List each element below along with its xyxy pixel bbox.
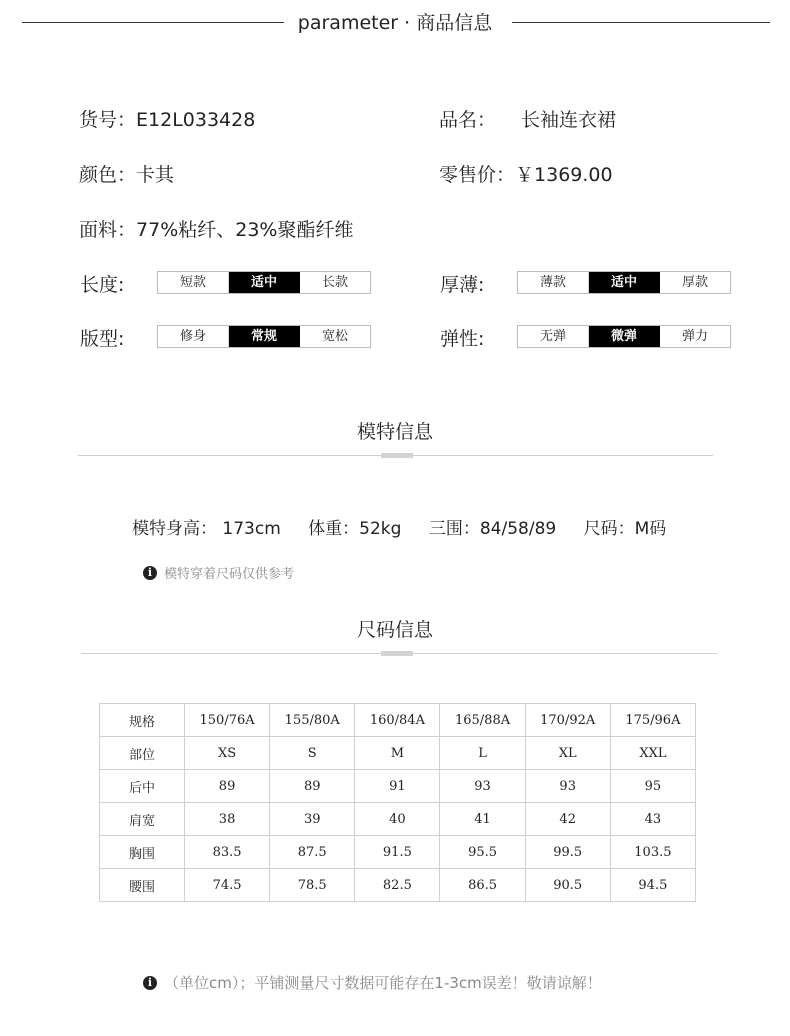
size-section-title: 尺码信息 [356, 619, 433, 641]
table-cell: 43 [610, 803, 695, 836]
sku-value: E12L033428 [136, 109, 256, 131]
elasticity-option: 微弹 [589, 326, 660, 347]
table-row [100, 803, 696, 836]
model-size: 尺码：M码 [583, 519, 667, 539]
model-note-text: 模特穿着尺码仅供参考 [164, 567, 295, 582]
fabric-label: 面料： [79, 219, 137, 241]
price-field [439, 160, 613, 187]
fabric-field [79, 215, 353, 242]
table-cell: 90.5 [525, 869, 610, 902]
length-option: 适中 [229, 272, 300, 293]
name-field [439, 105, 616, 132]
table-cell: 95 [610, 770, 695, 803]
thickness-label: 厚薄: [440, 274, 485, 296]
thickness-selector [517, 271, 731, 294]
table-cell: 83.5 [185, 836, 270, 869]
table-cell: 89 [270, 770, 355, 803]
table-cell: 99.5 [525, 836, 610, 869]
table-cell: 39 [270, 803, 355, 836]
table-cell: 91.5 [355, 836, 440, 869]
fit-label: 版型: [80, 328, 125, 350]
elasticity-option: 无弹 [518, 326, 589, 347]
table-cell: 95.5 [440, 836, 525, 869]
size-table [99, 703, 696, 902]
price-label: 零售价： [439, 164, 516, 186]
table-cell: L [440, 737, 525, 770]
table-cell: 93 [440, 770, 525, 803]
model-weight: 体重：52kg [308, 519, 402, 539]
name-value: 长袖连衣裙 [521, 109, 617, 131]
table-row [100, 737, 696, 770]
model-section-title: 模特信息 [356, 421, 433, 443]
table-cell: 165/88A [440, 704, 525, 737]
fit-option: 常规 [229, 326, 300, 347]
table-cell: 40 [355, 803, 440, 836]
table-row-header: 胸围 [100, 836, 185, 869]
length-option: 长款 [321, 275, 348, 290]
table-cell: 175/96A [610, 704, 695, 737]
thickness-option: 薄款 [518, 272, 589, 293]
elasticity-option: 弹力 [681, 329, 708, 344]
table-cell: 91 [355, 770, 440, 803]
table-row [100, 869, 696, 902]
table-cell: 87.5 [270, 836, 355, 869]
header-rule-right [512, 22, 770, 23]
size-section-bar [381, 651, 413, 656]
size-footnote [143, 972, 602, 993]
table-cell: 78.5 [270, 869, 355, 902]
length-selector [157, 271, 371, 294]
sku-label: 货号： [79, 109, 137, 131]
model-measurements: 三围：84/58/89 [428, 519, 557, 539]
price-value: ￥1369.00 [515, 164, 613, 186]
elasticity-label: 弹性: [440, 328, 485, 350]
table-row [100, 770, 696, 803]
color-label: 颜色： [79, 164, 137, 186]
model-section-bar [381, 453, 413, 458]
model-height: 模特身高： 173cm [132, 519, 281, 539]
table-cell: 160/84A [355, 704, 440, 737]
table-cell: 103.5 [610, 836, 695, 869]
table-cell: XL [525, 737, 610, 770]
table-cell: S [270, 737, 355, 770]
info-icon: i [143, 566, 157, 580]
fit-selector [157, 325, 371, 348]
table-cell: 42 [525, 803, 610, 836]
table-cell: 150/76A [185, 704, 270, 737]
table-cell: 38 [185, 803, 270, 836]
table-row-header: 腰围 [100, 869, 185, 902]
table-cell: 170/92A [525, 704, 610, 737]
info-icon: i [143, 976, 157, 990]
color-value: 卡其 [136, 164, 175, 186]
table-row [100, 836, 696, 869]
length-label: 长度: [80, 274, 125, 296]
table-cell: 82.5 [355, 869, 440, 902]
color-field [79, 160, 174, 187]
table-row-header: 后中 [100, 770, 185, 803]
thickness-option: 适中 [589, 272, 660, 293]
table-cell: 155/80A [270, 704, 355, 737]
table-cell: 89 [185, 770, 270, 803]
page-title: parameter · 商品信息 [297, 12, 493, 34]
model-note [143, 563, 294, 582]
thickness-option: 厚款 [681, 275, 708, 290]
elasticity-selector [517, 325, 731, 348]
table-cell: M [355, 737, 440, 770]
table-row-header: 规格 [100, 704, 185, 737]
table-cell: XS [185, 737, 270, 770]
table-cell: 41 [440, 803, 525, 836]
fit-option: 宽松 [321, 329, 348, 344]
table-row-header: 部位 [100, 737, 185, 770]
fabric-value: 77%粘纤、23%聚酯纤维 [136, 219, 354, 241]
table-cell: 86.5 [440, 869, 525, 902]
length-option: 短款 [158, 272, 229, 293]
table-row-header: 肩宽 [100, 803, 185, 836]
table-row [100, 704, 696, 737]
name-label: 品名： [439, 109, 497, 131]
model-info [132, 514, 688, 539]
table-cell: 93 [525, 770, 610, 803]
table-cell: 74.5 [185, 869, 270, 902]
size-footnote-text: （单位cm）；平铺测量尺寸数据可能存在1-3cm误差！敬请谅解！ [164, 974, 602, 992]
sku-field [79, 105, 255, 132]
fit-option: 修身 [158, 326, 229, 347]
table-cell: XXL [610, 737, 695, 770]
table-cell: 94.5 [610, 869, 695, 902]
